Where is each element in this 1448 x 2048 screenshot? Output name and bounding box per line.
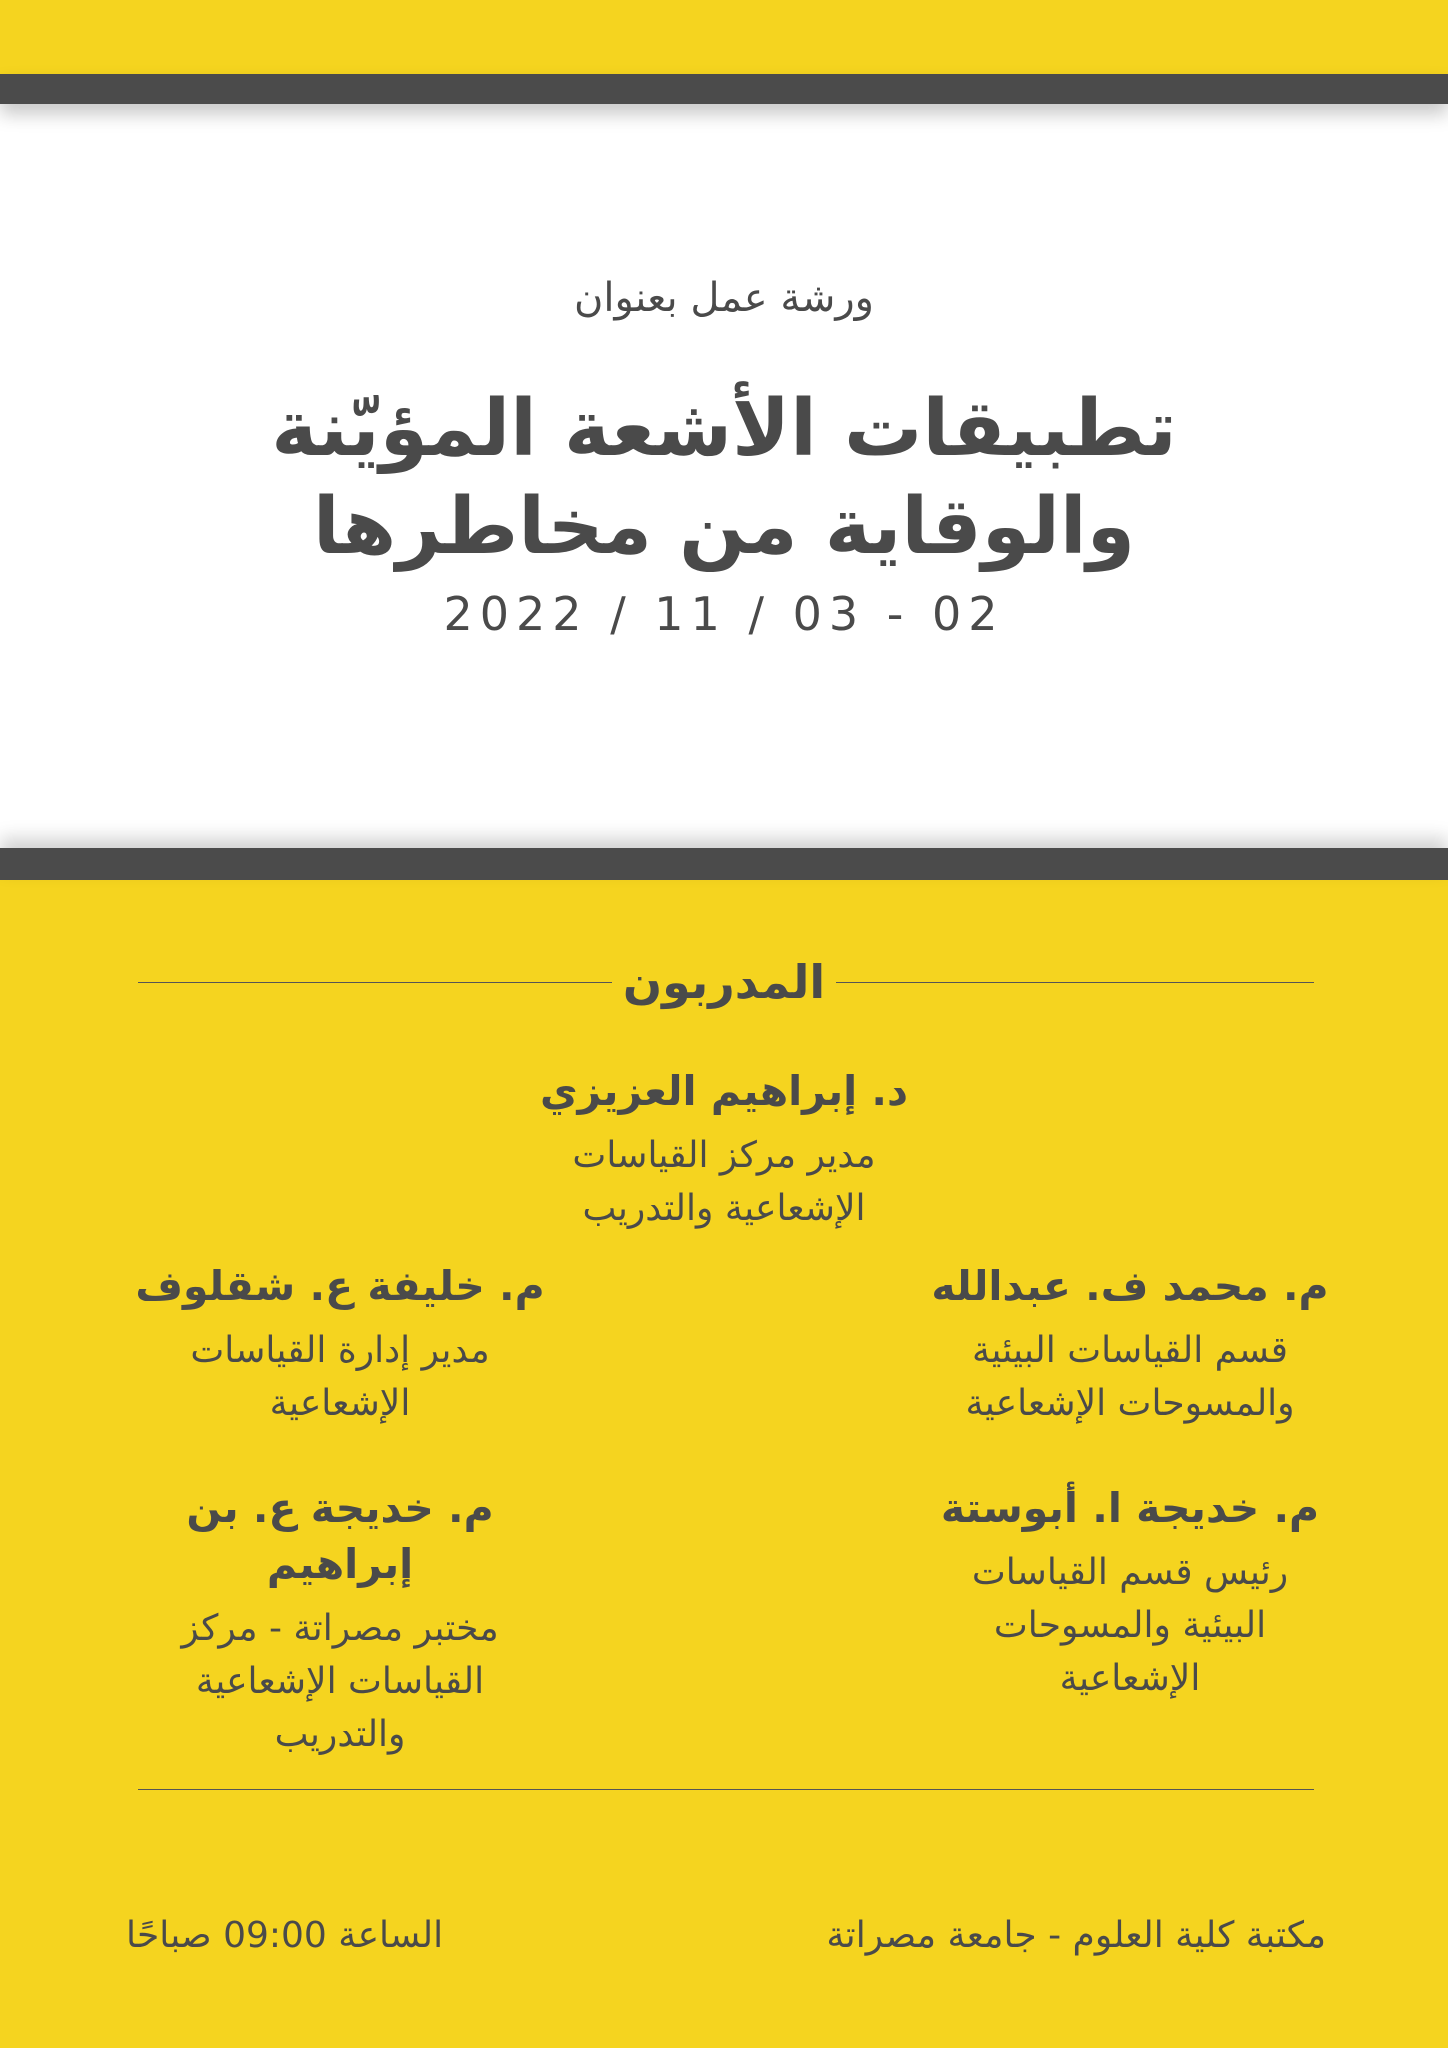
title-line-2: والوقاية من مخاطرها bbox=[312, 482, 1136, 572]
heading-rule-right bbox=[836, 982, 1314, 983]
trainer-name: م. خليفة ع. شقلوف bbox=[135, 1262, 545, 1310]
role-line: مدير مركز القياسات bbox=[572, 1135, 876, 1176]
workshop-date: 2022 / 11 / 03 - 02 bbox=[443, 587, 1005, 641]
trainer-role bbox=[920, 1324, 1340, 1430]
trainer-card bbox=[524, 1063, 924, 1235]
role-line: الإشعاعية والتدريب bbox=[582, 1188, 866, 1229]
role-line: والتدريب bbox=[274, 1714, 406, 1755]
trainers-panel bbox=[0, 880, 1448, 2048]
role-line: البيئية والمسوحات bbox=[993, 1605, 1267, 1646]
footer-time: الساعة 09:00 صباحًا bbox=[126, 1915, 444, 1956]
heading-rule-left bbox=[138, 982, 612, 983]
workshop-title bbox=[0, 380, 1448, 576]
title-line-1: تطبيقات الأشعة المؤيّنة bbox=[271, 384, 1177, 474]
role-line: قسم القياسات البيئية bbox=[972, 1330, 1288, 1371]
trainer-role bbox=[130, 1324, 550, 1430]
role-line: مدير إدارة القياسات bbox=[190, 1330, 490, 1371]
trainer-role bbox=[920, 1546, 1340, 1705]
top-dark-bar bbox=[0, 74, 1448, 104]
trainer-name: م. خديجة ع. بن إبراهيم bbox=[186, 1484, 494, 1588]
trainer-card bbox=[920, 1258, 1340, 1430]
trainer-name: د. إبراهيم العزيزي bbox=[539, 1067, 909, 1115]
workshop-subtitle: ورشة عمل بعنوان bbox=[574, 275, 874, 321]
role-line: الإشعاعية bbox=[1059, 1658, 1201, 1699]
role-line: الإشعاعية bbox=[269, 1383, 411, 1424]
role-line: والمسوحات الإشعاعية bbox=[965, 1383, 1295, 1424]
middle-dark-bar bbox=[0, 848, 1448, 880]
trainer-role bbox=[110, 1602, 570, 1761]
role-line: القياسات الإشعاعية bbox=[195, 1661, 485, 1702]
footer-location: مكتبة كلية العلوم - جامعة مصراتة bbox=[826, 1915, 1326, 1956]
trainer-card bbox=[920, 1480, 1340, 1705]
trainer-name: م. خديجة ا. أبوستة bbox=[940, 1484, 1320, 1532]
trainer-card bbox=[130, 1258, 550, 1430]
role-line: مختبر مصراتة - مركز bbox=[181, 1608, 499, 1649]
top-yellow-band bbox=[0, 0, 1448, 74]
footer-divider bbox=[138, 1789, 1314, 1790]
trainer-role bbox=[524, 1129, 924, 1235]
trainer-name: م. محمد ف. عبدالله bbox=[931, 1262, 1329, 1310]
trainer-card bbox=[110, 1480, 570, 1761]
role-line: رئيس قسم القياسات bbox=[971, 1552, 1289, 1593]
trainers-heading: المدربون bbox=[622, 955, 826, 1009]
